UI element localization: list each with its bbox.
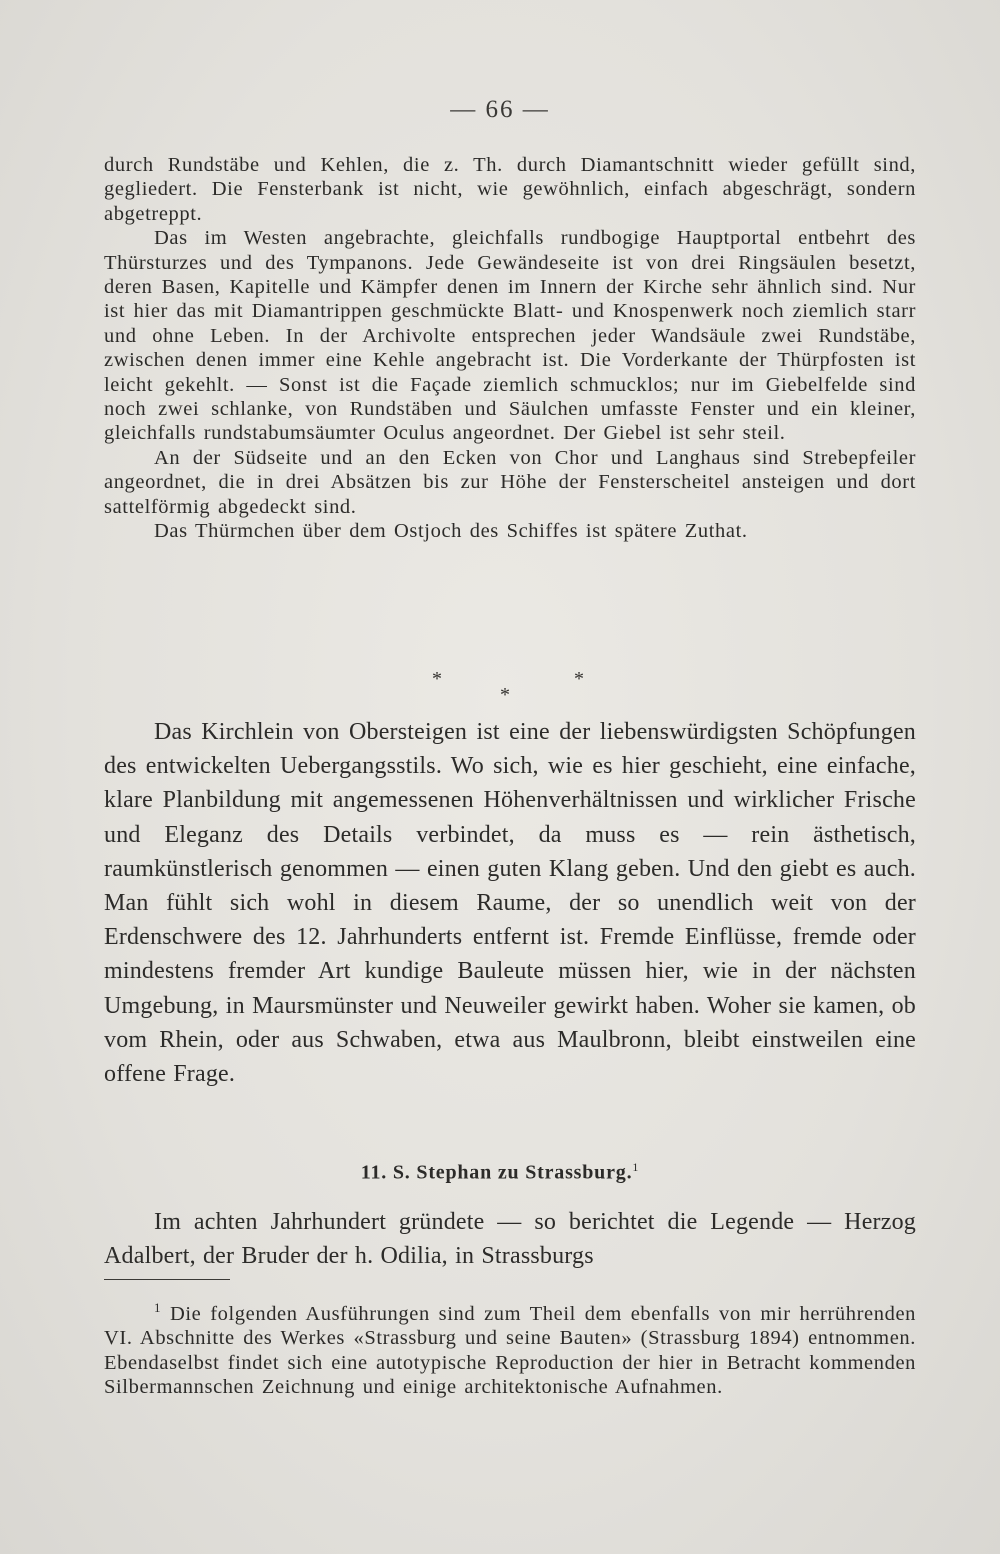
asterisk-right: * (574, 668, 584, 690)
asterism-divider (0, 668, 1000, 708)
paragraph-tower: Das Thürmchen über dem Ostjoch des Schiffes ist spätere Zuthat. (154, 520, 748, 543)
footnote-marker: 1 (154, 1300, 162, 1316)
paragraph-window-sill: durch Rundstäbe und Kehlen, die z. Th. durch Diamantschnitt wieder gefüllt sind, gegliedert. Die Fensterbank ist nicht, wie gewöhnlich, einfach abgeschrägt, sondern abgetreppt. (104, 154, 916, 225)
paragraph-buttresses: An der Südseite und an den Ecken von Chor und Langhaus sind Strebepfeiler angeordnet, die in drei Absätzen bis zur Höhe der Fensterscheitel ansteigen und dort sattelförmig abgedeckt sind. (104, 446, 916, 518)
section-heading-footnote-marker: 1 (632, 1160, 640, 1174)
footnote-divider (104, 1279, 230, 1280)
page-number: — 66 — (450, 96, 550, 123)
top-text-block (104, 153, 916, 544)
asterisk-center: * (500, 684, 510, 706)
asterisk-left: * (432, 668, 442, 690)
section-heading-text: 11. S. Stephan zu Strassburg. (360, 1161, 633, 1184)
paragraph-obersteigen: Das Kirchlein von Obersteigen ist eine der liebenswürdigsten Schöpfungen des entwickelten Uebergangsstils. Wo sich, wie es hier geschieht, eine einfache, klare Planbildung mit angemessenen Höhenverhältnissen und wirklicher Frische und Eleganz des Details verbindet, da muss es — rein ästhetisch, raumkünstlerisch genommen — einen guten Klang geben. Und den giebt es auch. Man fühlt sich wohl in diesem Raume, der so unendlich weit von der Erdenschwere des 12. Jahrhunderts entfernt ist. Fremde Einflüsse, fremde oder mindestens fremder Art kundige Bauleute müssen hier, wie in der nächsten Umgebung, in Maursmünster und Neuweiler gewirkt haben. Woher sie kamen, ob vom Rhein, oder aus Schwaben, etwa aus Maulbronn, bleibt einstweilen eine offene Frage. (104, 719, 916, 1088)
footnote-text: Die folgenden Ausführungen sind zum Theil dem ebenfalls von mir herrührenden VI. Abschnitte des Werkes «Strassburg und seine Bauten» (Strassburg 1894) entnommen. Ebendaselbst findet sich eine autotypische Reproduction der hier in Betracht kommenden Silbermannschen Zeichnung und einige architektonische Aufnahmen. (104, 1303, 916, 1399)
section-heading (0, 1160, 1000, 1185)
paragraph-main-portal: Das im Westen angebrachte, gleichfalls rundbogige Hauptportal entbehrt des Thürsturzes und des Tympanons. Jede Gewändeseite ist von drei Ringsäulen besetzt, deren Basen, Kapitelle und Kämpfer denen im Innern der Kirche sehr ähnlich sind. Nur ist hier das mit Diamantrippen geschmückte Blatt- und Knospenwerk noch ziemlich starr und ohne Leben. In der Archivolte entsprechen jeder Wandsäule zwei Rundstäbe, zwischen denen immer eine Kehle angebracht ist. Die Vorderkante der Thürpfosten ist leicht gekehlt. — Sonst ist die Façade ziemlich schmucklos; nur im Giebelfelde sind noch zwei schlanke, von Rundstäben und Säulchen umfasste Fenster und ein kleiner, gleichfalls rundstabumsäumter Oculus angeordnet. Der Giebel ist sehr steil. (104, 227, 916, 445)
footnote (104, 1302, 916, 1400)
paragraph-stephan: Im achten Jahrhundert gründete — so berichtet die Legende — Herzog Adalbert, der Bruder der h. Odilia, in Strassburgs (104, 1209, 916, 1270)
